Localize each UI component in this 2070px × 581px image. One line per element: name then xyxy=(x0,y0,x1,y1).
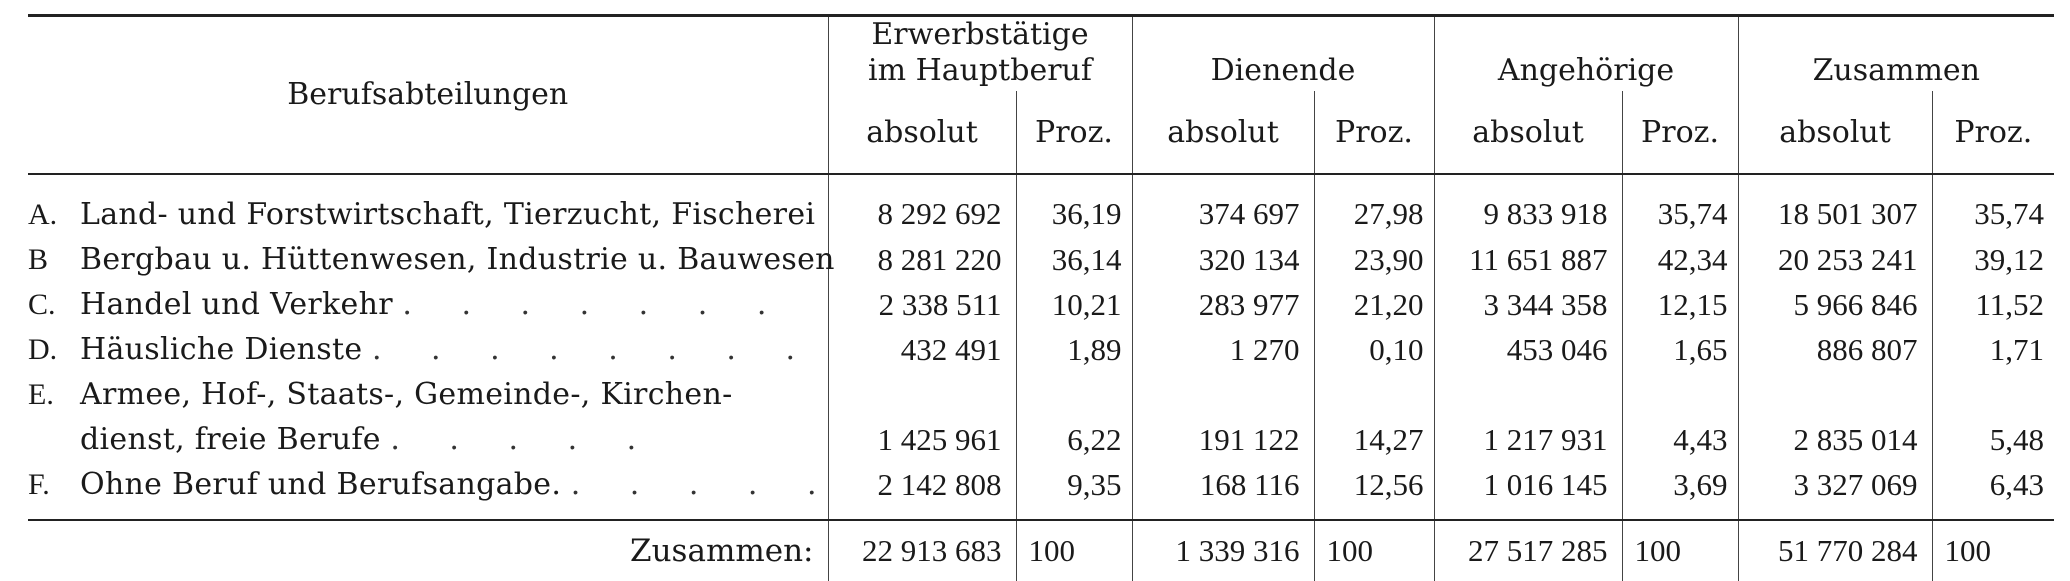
table-row xyxy=(28,237,2054,282)
cell-erwerbstaetige-pct: 36,14 xyxy=(1016,237,1132,282)
row-leaders: . . . . . xyxy=(390,422,657,457)
cell-erwerbstaetige-abs: 8 292 692 xyxy=(828,174,1016,237)
cell-spacer xyxy=(1738,372,1932,417)
cell-zusammen-abs: 2 835 014 xyxy=(1738,417,1932,462)
row-category xyxy=(28,327,828,372)
total-dienende-pct: 100 xyxy=(1314,520,1434,581)
row-letter: F. xyxy=(28,468,50,501)
total-zusammen-abs: 51 770 284 xyxy=(1738,520,1932,581)
cell-spacer xyxy=(1016,372,1132,417)
header-abs: absolut xyxy=(1132,91,1314,174)
cell-angehoerige-pct: 1,65 xyxy=(1622,327,1738,372)
cell-angehoerige-pct: 3,69 xyxy=(1622,462,1738,520)
header-group-erwerbstaetige xyxy=(828,16,1132,92)
header-pct: Proz. xyxy=(1622,91,1738,174)
total-zusammen-pct: 100 xyxy=(1932,520,2054,581)
cell-angehoerige-pct: 4,43 xyxy=(1622,417,1738,462)
cell-spacer xyxy=(1932,372,2054,417)
row-category xyxy=(28,372,828,417)
cell-dienende-abs: 283 977 xyxy=(1132,282,1314,327)
cell-erwerbstaetige-pct: 10,21 xyxy=(1016,282,1132,327)
table-row xyxy=(28,372,2054,417)
row-label-continuation: dienst, freie Berufe xyxy=(80,422,381,457)
table-row xyxy=(28,327,2054,372)
total-erwerbstaetige-pct: 100 xyxy=(1016,520,1132,581)
row-label: Land- und Forstwirtschaft, Tierzucht, Fischerei xyxy=(80,196,816,232)
row-letter: B xyxy=(28,243,49,276)
cell-dienende-abs: 191 122 xyxy=(1132,417,1314,462)
row-category xyxy=(28,462,837,520)
total-angehoerige-abs: 27 517 285 xyxy=(1434,520,1622,581)
total-angehoerige-pct: 100 xyxy=(1622,520,1738,581)
cell-angehoerige-pct: 12,15 xyxy=(1622,282,1738,327)
cell-erwerbstaetige-pct: 6,22 xyxy=(1016,417,1132,462)
cell-angehoerige-abs: 9 833 918 xyxy=(1434,174,1622,237)
cell-zusammen-abs: 886 807 xyxy=(1738,327,1932,372)
row-label: Armee, Hof-, Staats-, Gemeinde-, Kirchen- xyxy=(80,377,733,412)
cell-zusammen-pct: 35,74 xyxy=(1932,174,2054,237)
cell-dienende-abs: 168 116 xyxy=(1132,462,1314,520)
table-row xyxy=(28,462,2054,520)
cell-angehoerige-abs: 1 217 931 xyxy=(1434,417,1622,462)
cell-zusammen-abs: 3 327 069 xyxy=(1738,462,1932,520)
header-abs: absolut xyxy=(1434,91,1622,174)
cell-dienende-pct: 23,90 xyxy=(1314,237,1434,282)
header-group-zusammen xyxy=(1738,16,2054,92)
header-group-line2: im Hauptberuf xyxy=(868,53,1092,88)
total-erwerbstaetige-abs: 22 913 683 xyxy=(828,520,1016,581)
cell-erwerbstaetige-abs: 2 338 511 xyxy=(828,282,1016,327)
cell-erwerbstaetige-pct: 36,19 xyxy=(1016,174,1132,237)
cell-spacer xyxy=(828,372,1016,417)
cell-spacer xyxy=(1314,372,1434,417)
row-category-continuation xyxy=(28,417,828,462)
cell-zusammen-abs: 5 966 846 xyxy=(1738,282,1932,327)
cell-zusammen-pct: 39,12 xyxy=(1932,237,2054,282)
cell-angehoerige-abs: 11 651 887 xyxy=(1434,237,1622,282)
header-group-angehoerige xyxy=(1434,16,1738,92)
cell-zusammen-pct: 6,43 xyxy=(1932,462,2054,520)
header-group-line1: Erwerbstätige xyxy=(871,17,1089,52)
header-pct: Proz. xyxy=(1016,91,1132,174)
cell-spacer xyxy=(1132,372,1314,417)
header-group-dienende xyxy=(1132,16,1434,92)
cell-dienende-abs: 320 134 xyxy=(1132,237,1314,282)
header-group-line1: Dienende xyxy=(1210,53,1356,88)
cell-erwerbstaetige-abs: 1 425 961 xyxy=(828,417,1016,462)
row-letter: A. xyxy=(28,197,58,231)
cell-angehoerige-pct: 42,34 xyxy=(1622,237,1738,282)
total-row xyxy=(28,520,2054,581)
row-letter: E. xyxy=(28,378,54,411)
cell-angehoerige-abs: 453 046 xyxy=(1434,327,1622,372)
row-leaders: . . . . . . . xyxy=(402,287,787,322)
cell-dienende-pct: 0,10 xyxy=(1314,327,1434,372)
row-label: Häusliche Dienste xyxy=(80,332,363,367)
cell-dienende-abs: 1 270 xyxy=(1132,327,1314,372)
row-leaders: . . . . . xyxy=(570,467,837,502)
header-pct: Proz. xyxy=(1932,91,2054,174)
total-label: Zusammen: xyxy=(28,520,828,581)
header-group-line1: Angehörige xyxy=(1497,53,1675,88)
cell-zusammen-pct: 11,52 xyxy=(1932,282,2054,327)
total-dienende-abs: 1 339 316 xyxy=(1132,520,1314,581)
cell-angehoerige-abs: 3 344 358 xyxy=(1434,282,1622,327)
cell-erwerbstaetige-pct: 9,35 xyxy=(1016,462,1132,520)
table-row xyxy=(28,417,2054,462)
table-row xyxy=(28,282,2054,327)
row-category xyxy=(28,282,828,327)
cell-dienende-pct: 14,27 xyxy=(1314,417,1434,462)
cell-dienende-pct: 12,56 xyxy=(1314,462,1434,520)
cell-zusammen-abs: 18 501 307 xyxy=(1738,174,1932,237)
header-pct: Proz. xyxy=(1314,91,1434,174)
occupation-statistics-table xyxy=(28,14,2054,581)
cell-erwerbstaetige-pct: 1,89 xyxy=(1016,327,1132,372)
row-category xyxy=(28,174,828,237)
cell-spacer xyxy=(1622,372,1738,417)
cell-erwerbstaetige-abs: 432 491 xyxy=(828,327,1016,372)
cell-erwerbstaetige-abs: 8 281 220 xyxy=(828,237,1016,282)
row-label: Handel und Verkehr xyxy=(80,287,393,322)
header-category: Berufsabteilungen xyxy=(28,16,828,175)
header-group-line1: Zusammen xyxy=(1812,53,1980,88)
cell-dienende-pct: 27,98 xyxy=(1314,174,1434,237)
cell-angehoerige-abs: 1 016 145 xyxy=(1434,462,1622,520)
cell-zusammen-abs: 20 253 241 xyxy=(1738,237,1932,282)
cell-erwerbstaetige-abs: 2 142 808 xyxy=(828,462,1016,520)
cell-spacer xyxy=(1434,372,1622,417)
cell-zusammen-pct: 1,71 xyxy=(1932,327,2054,372)
row-label: Bergbau u. Hüttenwesen, Industrie u. Bauwesen xyxy=(80,242,835,277)
row-letter: C. xyxy=(28,288,56,321)
row-label: Ohne Beruf und Berufsangabe. xyxy=(80,467,562,502)
table-row xyxy=(28,174,2054,237)
cell-dienende-pct: 21,20 xyxy=(1314,282,1434,327)
cell-zusammen-pct: 5,48 xyxy=(1932,417,2054,462)
row-category xyxy=(28,237,835,282)
cell-angehoerige-pct: 35,74 xyxy=(1622,174,1738,237)
header-abs: absolut xyxy=(828,91,1016,174)
row-leaders: . . . . . . . . xyxy=(371,332,815,367)
row-letter: D. xyxy=(28,333,58,366)
header-abs: absolut xyxy=(1738,91,1932,174)
cell-dienende-abs: 374 697 xyxy=(1132,174,1314,237)
